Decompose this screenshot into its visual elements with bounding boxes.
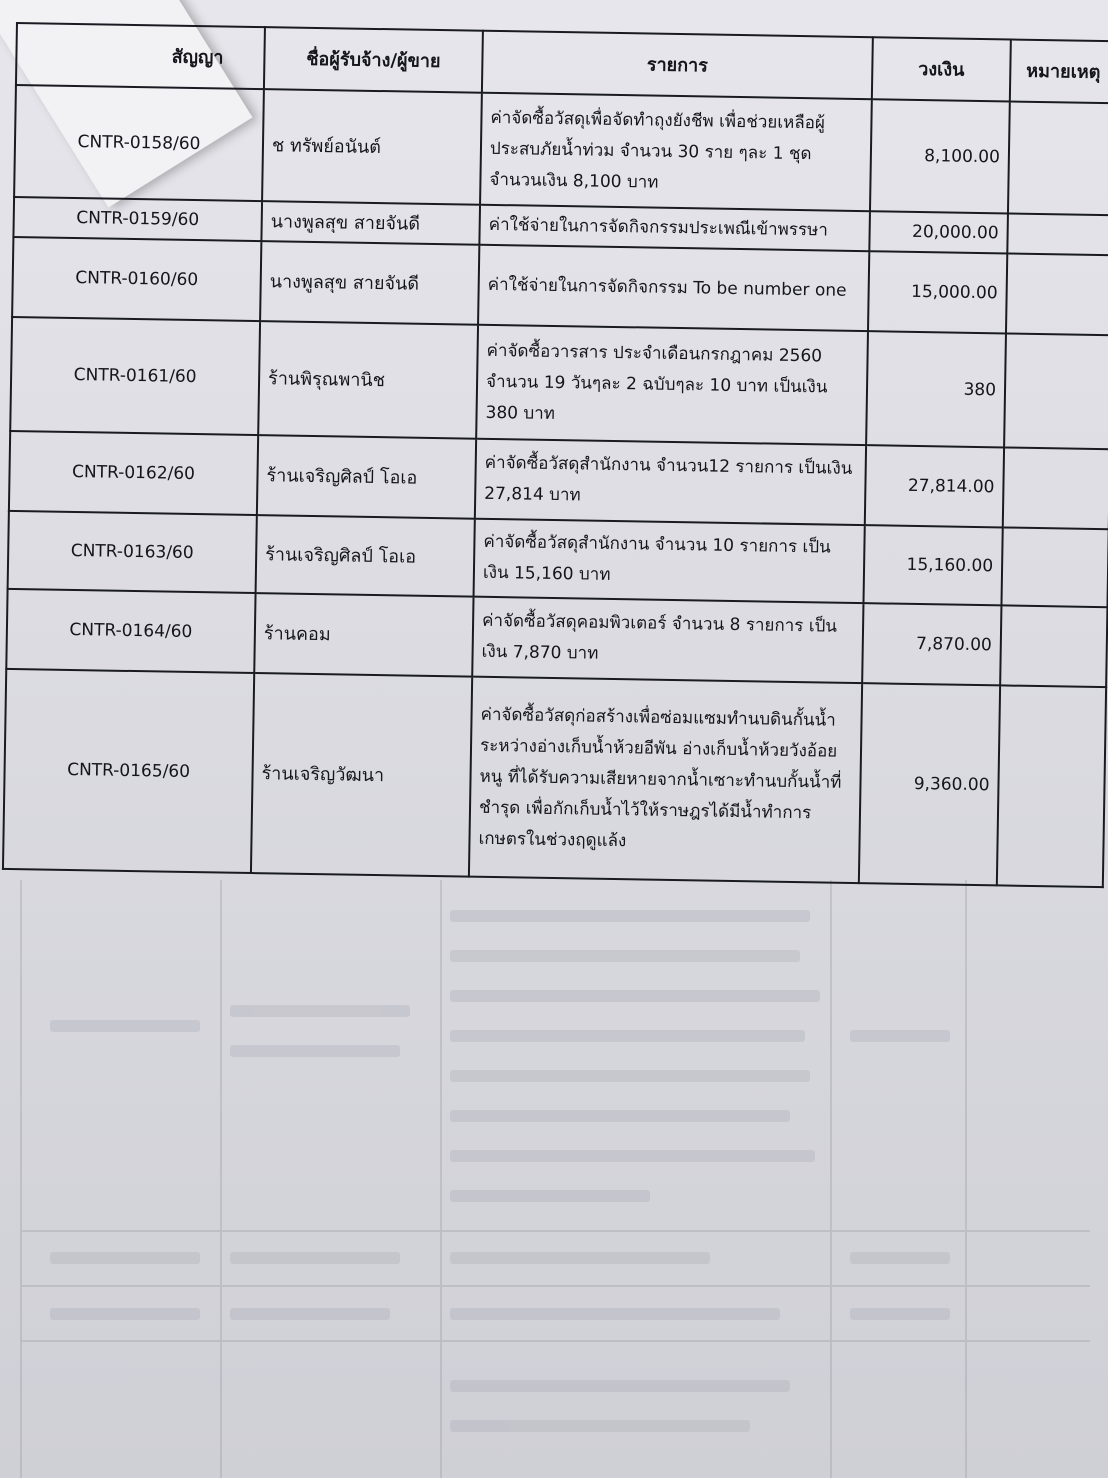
- contractor-name: ร้านคอม: [254, 593, 473, 677]
- item-description: ค่าจัดซื้อวารสาร ประจำเดือนกรกฎาคม 2560 จำนวน 19 วันๆละ 2 ฉบับๆละ 10 บาท เป็นเงิน 380 บาท: [476, 325, 868, 445]
- item-description: ค่าจัดซื้อวัสดุคอมพิวเตอร์ จำนวน 8 รายการ เป็นเงิน 7,870 บาท: [472, 597, 863, 683]
- procurement-table: [2, 22, 1108, 888]
- contract-number: CNTR-0162/60: [9, 431, 258, 515]
- contract-number: CNTR-0164/60: [6, 589, 255, 673]
- note-cell: [1004, 333, 1108, 449]
- header-contract-no: สัญญา: [16, 23, 265, 89]
- contractor-name: ช ทรัพย์อนันต์: [262, 89, 482, 205]
- item-description: ค่าใช้จ่ายในการจัดกิจกรรมประเพณีเข้าพรรษา: [479, 205, 870, 251]
- bleed-through-table: [20, 880, 1090, 1478]
- table-row: [10, 317, 1108, 449]
- note-cell: [1001, 527, 1108, 607]
- note-cell: [1006, 253, 1108, 335]
- table-row: [3, 669, 1106, 887]
- contractor-name: ร้านพิรุณพานิช: [258, 321, 478, 439]
- amount-value: 8,100.00: [870, 99, 1010, 213]
- header-contractor: ชื่อผู้รับจ้าง/ผู้ขาย: [264, 27, 483, 93]
- contract-number: CNTR-0158/60: [14, 85, 264, 201]
- item-description: ค่าจัดซื้อวัสดุสำนักงาน จำนวน12 รายการ เป็นเงิน 27,814 บาท: [475, 439, 866, 525]
- amount-value: 15,160.00: [863, 525, 1002, 605]
- amount-value: 7,870.00: [862, 603, 1001, 685]
- amount-value: 20,000.00: [869, 211, 1008, 253]
- contract-number: CNTR-0161/60: [10, 317, 260, 435]
- amount-value: 27,814.00: [865, 445, 1004, 527]
- header-note: หมายเหตุ: [1010, 39, 1108, 103]
- table-row: [14, 85, 1108, 215]
- note-cell: [1003, 447, 1108, 529]
- item-description: ค่าใช้จ่ายในการจัดกิจกรรม To be number one: [478, 245, 869, 331]
- note-cell: [1000, 605, 1107, 687]
- note-cell: [997, 685, 1106, 887]
- header-amount: วงเงิน: [872, 37, 1011, 101]
- note-cell: [1008, 101, 1108, 215]
- contractor-name: ร้านเจริญวัฒนา: [251, 673, 472, 877]
- contract-number: CNTR-0159/60: [13, 197, 262, 241]
- amount-value: 9,360.00: [859, 683, 1000, 885]
- amount-value: 15,000.00: [868, 251, 1007, 333]
- contractor-name: ร้านเจริญศิลป์ โอเอ: [257, 435, 476, 519]
- note-cell: [1007, 213, 1108, 255]
- item-description: ค่าจัดซื้อวัสดุก่อสร้างเพื่อซ่อมแซมทำนบดินกั้นน้ำระหว่างอ่างเก็บน้ำห้วยอีพัน อ่างเก็บน้ำห้วยวังอ้อยหนู ที่ได้รับความเสียหายจากน้ำเซาะทำนบกั้นน้ำที่ชำรุด เพื่อกักเก็บน้ำไว้ให้ราษฎรได้มีน้ำทำการเกษตรในช่วงฤดูแล้ง: [469, 677, 862, 883]
- contractor-name: นางพูลสุข สายจันดี: [260, 241, 479, 325]
- item-description: ค่าจัดซื้อวัสดุเพื่อจัดทำถุงยังชีพ เพื่อช่วยเหลือผู้ประสบภัยน้ำท่วม จำนวน 30 ราย ๆละ 1 ชุด จำนวนเงิน 8,100 บาท: [480, 93, 872, 211]
- amount-value: 380: [866, 331, 1006, 447]
- item-description: ค่าจัดซื้อวัสดุสำนักงาน จำนวน 10 รายการ เป็นเงิน 15,160 บาท: [474, 519, 865, 603]
- contract-number: CNTR-0160/60: [12, 237, 261, 321]
- contractor-name: นางพูลสุข สายจันดี: [261, 201, 480, 245]
- header-items: รายการ: [482, 31, 873, 99]
- procurement-table-page: [2, 22, 1101, 888]
- contractor-name: ร้านเจริญศิลป์ โอเอ: [256, 515, 475, 597]
- contract-number: CNTR-0165/60: [3, 669, 254, 873]
- contract-number: CNTR-0163/60: [8, 511, 257, 593]
